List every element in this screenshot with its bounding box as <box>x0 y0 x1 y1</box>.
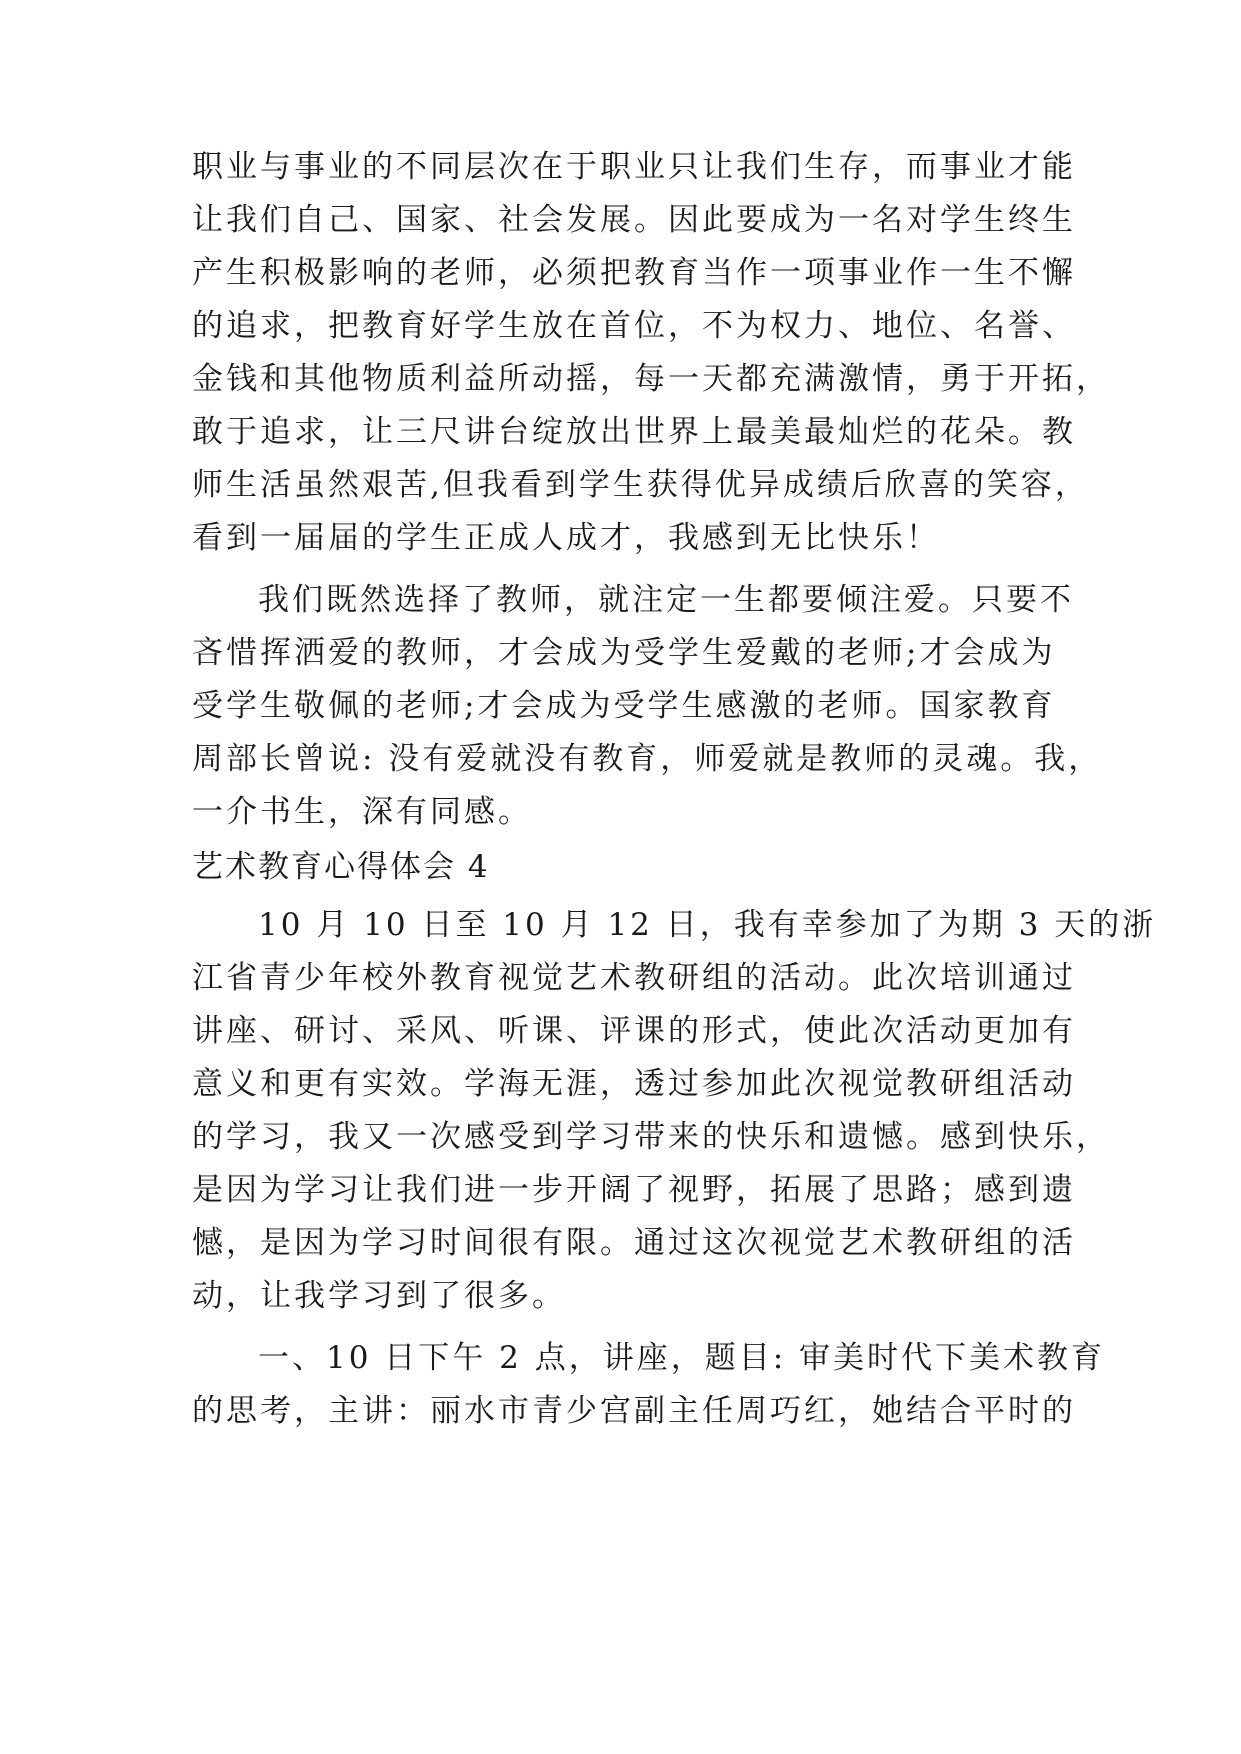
text-line: 周部长曾说: 没有爱就没有教育，师爱就是教师的灵魂。我， <box>192 741 1103 777</box>
text-line: 敢于追求，让三尺讲台绽放出世界上最美最灿烂的花朵。教 <box>192 414 1076 450</box>
text-line: 我们既然选择了教师，就注定一生都要倾注爱。只要不 <box>258 582 1074 618</box>
section-heading: 艺术教育心得体会 4 <box>192 849 490 885</box>
text-line: 产生积极影响的老师，必须把教育当作一项事业作一生不懈 <box>192 255 1076 291</box>
text-line: 意义和更有实效。学海无涯，透过参加此次视觉教研组活动 <box>192 1066 1076 1102</box>
text-line: 吝惜挥洒爱的教师，才会成为受学生爱戴的老师;才会成为 <box>192 635 1056 671</box>
text-line: 受学生敬佩的老师;才会成为受学生感激的老师。国家教育 <box>192 688 1056 724</box>
text-line: 一、10 日下午 2 点，讲座，题目: 审美时代下美术教育 <box>258 1340 1106 1376</box>
text-line: 的思考，主讲：丽水市青少宫副主任周巧红，她结合平时的 <box>192 1393 1076 1429</box>
text-line: 职业与事业的不同层次在于职业只让我们生存，而事业才能 <box>192 149 1076 185</box>
text-line: 动，让我学习到了很多。 <box>192 1278 566 1314</box>
text-line: 10 月 10 日至 10 月 12 日，我有幸参加了为期 3 天的浙 <box>258 907 1157 943</box>
text-line: 看到一届届的学生正成人成才，我感到无比快乐！ <box>192 520 940 556</box>
text-line: 讲座、研讨、采风、听课、评课的形式，使此次活动更加有 <box>192 1013 1076 1049</box>
text-line: 一介书生，深有同感。 <box>192 794 532 830</box>
text-line: 江省青少年校外教育视觉艺术教研组的活动。此次培训通过 <box>192 960 1076 996</box>
text-line: 金钱和其他物质利益所动摇，每一天都充满激情，勇于开拓， <box>192 361 1110 397</box>
text-line: 的追求，把教育好学生放在首位，不为权力、地位、名誉、 <box>192 308 1076 344</box>
text-line: 师生活虽然艰苦,但我看到学生获得优异成绩后欣喜的笑容， <box>192 467 1089 503</box>
text-line: 是因为学习让我们进一步开阔了视野，拓展了思路；感到遗 <box>192 1172 1076 1208</box>
text-line: 憾，是因为学习时间很有限。通过这次视觉艺术教研组的活 <box>192 1225 1076 1261</box>
text-line: 让我们自己、国家、社会发展。因此要成为一名对学生终生 <box>192 202 1076 238</box>
text-line: 的学习，我又一次感受到学习带来的快乐和遗憾。感到快乐， <box>192 1119 1110 1155</box>
